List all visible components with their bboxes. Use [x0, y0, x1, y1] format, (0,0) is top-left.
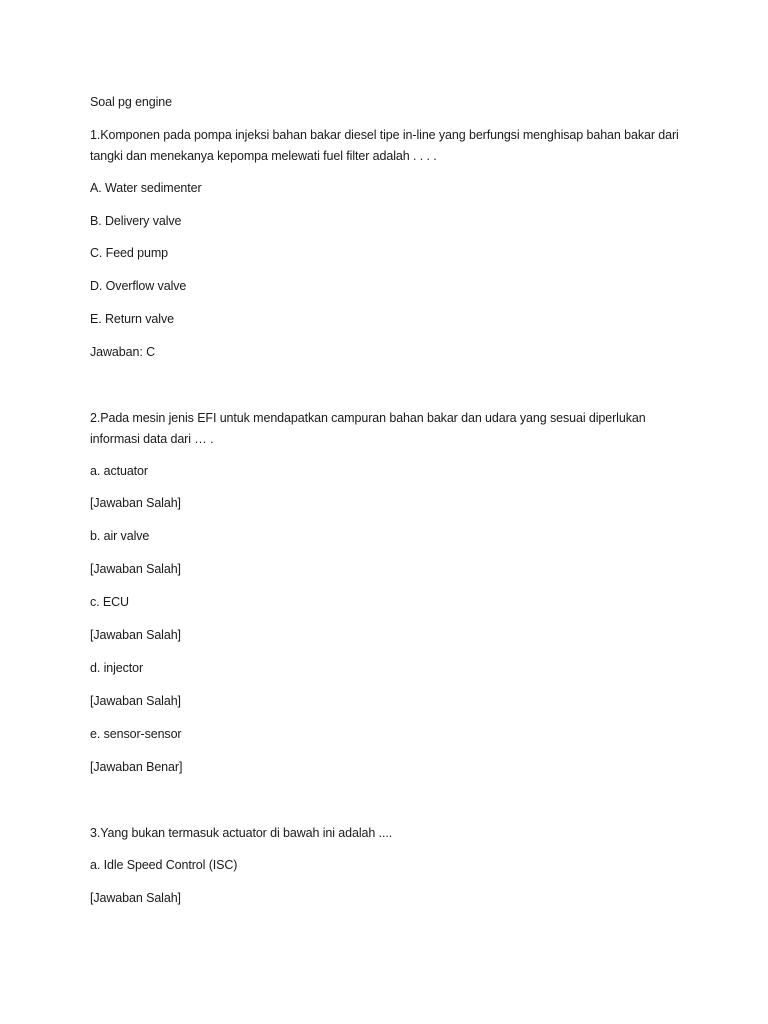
q1-option-c: C. Feed pump [90, 246, 169, 260]
q2-feedback-b: [Jawaban Salah] [90, 562, 181, 576]
q1-option-b: B. Delivery valve [90, 214, 182, 228]
question-1-text: 1.Komponen pada pompa injeksi bahan bakar diesel tipe in-line yang berfungsi menghisap bahan bakar dari tangki dan menekanya kepompa melewati fuel filter adalah . . . . [90, 128, 679, 163]
q2-option-b: b. air valve [90, 529, 150, 543]
q2-feedback-e: [Jawaban Benar] [90, 760, 183, 774]
q3-option-a: a. Idle Speed Control (ISC) [90, 858, 238, 872]
q2-option-a: a. actuator [90, 464, 148, 478]
q1-option-e: E. Return valve [90, 312, 174, 326]
question-3-text: 3.Yang bukan termasuk actuator di bawah ini adalah .... [90, 826, 393, 840]
q2-feedback-d: [Jawaban Salah] [90, 694, 181, 708]
q1-answer: Jawaban: C [90, 345, 156, 359]
q2-option-c: c. ECU [90, 595, 129, 609]
q3-feedback-a: [Jawaban Salah] [90, 891, 181, 905]
document-title: Soal pg engine [90, 95, 173, 109]
q2-option-e: e. sensor-sensor [90, 727, 182, 741]
q1-option-d: D. Overflow valve [90, 279, 187, 293]
q2-option-d: d. injector [90, 661, 144, 675]
q1-option-a: A. Water sedimenter [90, 181, 202, 195]
q2-feedback-a: [Jawaban Salah] [90, 496, 181, 510]
q2-feedback-c: [Jawaban Salah] [90, 628, 181, 642]
question-2-text: 2.Pada mesin jenis EFI untuk mendapatkan campuran bahan bakar dan udara yang sesuai diperlukan informasi data dari … . [90, 411, 646, 446]
